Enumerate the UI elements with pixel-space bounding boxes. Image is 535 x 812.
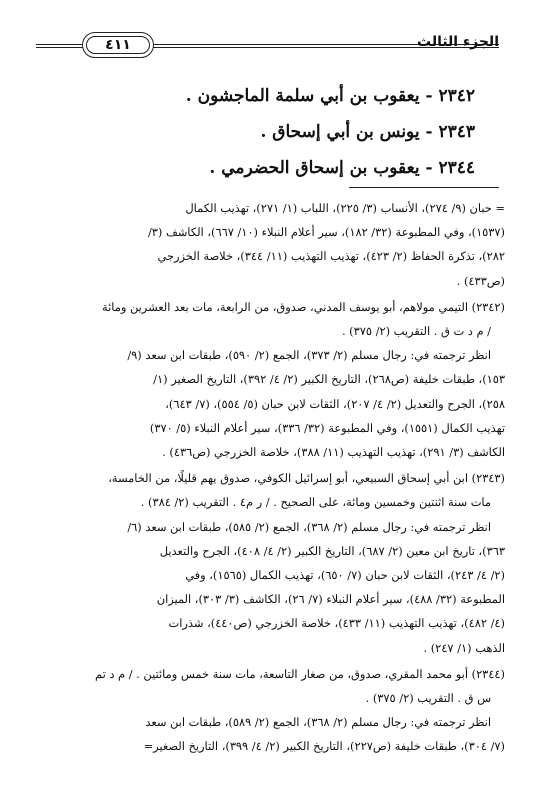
- main-entries: [36, 78, 475, 186]
- footnote-line: ١٥٣)، طبقات خليفة (ص٢٦٨)، التاريخ الكبير (٢/ ٤/ ٣٩٢)، التاريخ الصغير (١/: [153, 372, 505, 387]
- footnote-2343: [32, 466, 505, 660]
- page-number: ٤١١: [105, 37, 131, 53]
- page-header: [36, 30, 499, 60]
- footnote-line: (٤/ ٤٨٢)، تهذيب التهذيب (١١/ ٤٣٣)، خلاصة الخزرجي (ص٤٤٠)، شذرات: [168, 616, 505, 631]
- footnote-line: (١٥٣٧)، وفي المطبوعة (٣٢/ ١٨٢)، سير أعلام النبلاء (١٠/ ٦٦٧)، الكاشف (٣/: [147, 225, 505, 240]
- footnote-continuation: [32, 196, 505, 293]
- footnote-line: الذهب (١/ ٢٤٧) .: [423, 640, 505, 655]
- entry-2342: ٢٣٤٢ - يعقوب بن أبي سلمة الماجشون .: [185, 86, 475, 106]
- footnote-line: / م د ت ق . التقريب (٢/ ٣٧٥) .: [341, 324, 491, 339]
- footnote-line: ٢٨٢)، تذكرة الحفاظ (٢/ ٤٢٣)، تهذيب التهذيب (١١/ ٣٤٤)، خلاصة الخزرجي: [157, 249, 505, 264]
- footnote-line: تهذيب الكمال (١٥٥١)، وفي المطبوعة (٣٢/ ٣٣٦)، سير أعلام النبلاء (٥/ ٣٧٠): [149, 420, 505, 435]
- footnote-line: (٢٣٤٢) التيمي مولاهم، أبو يوسف المدني، صدوق، من الرابعة، مات بعد العشرين ومائة: [102, 299, 505, 314]
- footnote-line: س ق . التقريب (٢/ ٣٧٥) .: [365, 691, 491, 706]
- footnote-line: (٢٣٤٤) أبو محمد المقري، صدوق، من صغار التاسعة، مات سنة خمس ومائتين . / م د تم: [94, 666, 505, 681]
- page-number-badge: [82, 32, 154, 58]
- footnote-line: انظر ترجمته في: رجال مسلم (٢/ ٣٦٨)، الجمع (٢/ ٥٨٥)، طبقات ابن سعد (٦/: [127, 519, 491, 534]
- footnote-line: (٢٣٤٣) ابن أبي إسحاق السبيعي، أبو إسرائيل الكوفي، صدوق يهم قليلًا، من الخامسة،: [108, 471, 505, 486]
- entry-2343: ٢٣٤٣ - يونس بن أبي إسحاق .: [260, 122, 475, 142]
- footnote-line: ٣٦٣)، تاريخ ابن معين (٢/ ٦٨٧)، التاريخ الكبير (٢/ ٤/ ٤٠٨)، الجرح والتعديل: [159, 543, 505, 558]
- footnote-line: (٧/ ٣٠٤)، طبقات خليفة (ص٢٢٧)، التاريخ الكبير (٢/ ٤/ ٣٩٩)، التاريخ الصغير=: [143, 739, 505, 754]
- footnote-2344: [32, 662, 505, 759]
- footnote-line: ٢٥٨)، الجرح والتعديل (٢/ ٤/ ٢٠٧)، الثقات لابن حبان (٥/ ٥٥٤)، (٧/ ٦٤٣)،: [165, 396, 505, 411]
- footnote-line: انظر ترجمته في: رجال مسلم (٢/ ٣٦٨)، الجمع (٢/ ٥٨٩)، طبقات ابن سعد: [145, 715, 491, 730]
- footnote-2342: [32, 295, 505, 464]
- footnote-line: مات سنة اثنتين وخمسين ومائة، على الصحيح . / ر م٤ . التقريب (٢/ ٣٨٤) .: [140, 495, 491, 510]
- footnote-separator: [349, 187, 499, 188]
- entry-2344: ٢٣٤٤ - يعقوب بن إسحاق الحضرمي .: [209, 158, 475, 178]
- footnote-line: انظر ترجمته في: رجال مسلم (٢/ ٣٧٣)، الجمع (٢/ ٥٩٠)، طبقات ابن سعد (٩/: [127, 348, 491, 363]
- running-title: الجزء الثالث: [417, 34, 499, 50]
- footnote-line: (٢/ ٤/ ٢٤٣)، الثقات لابن حبان (٧/ ٦٥٠)، تهذيب الكمال (١٥٦٥)، وفي: [185, 568, 505, 583]
- footnote-line: (ص٤٣٣) .: [456, 273, 505, 288]
- footnotes: [32, 196, 505, 761]
- footnote-line: المطبوعة (٣٢/ ٤٨٨)، سير أعلام النبلاء (٧/ ٢٦)، الكاشف (٣/ ٣٠٣)، الميزان: [156, 592, 505, 607]
- footnote-line: الكاشف (٣/ ٢٩١)، تهذيب التهذيب (١١/ ٣٨٨)، خلاصة الخزرجي (ص٤٣٦) .: [162, 445, 505, 460]
- footnote-line: = حبان (٩/ ٢٧٤)، الأنساب (٣/ ٢٢٥)، اللباب (١/ ٢٧١)، تهذيب الكمال: [185, 201, 505, 215]
